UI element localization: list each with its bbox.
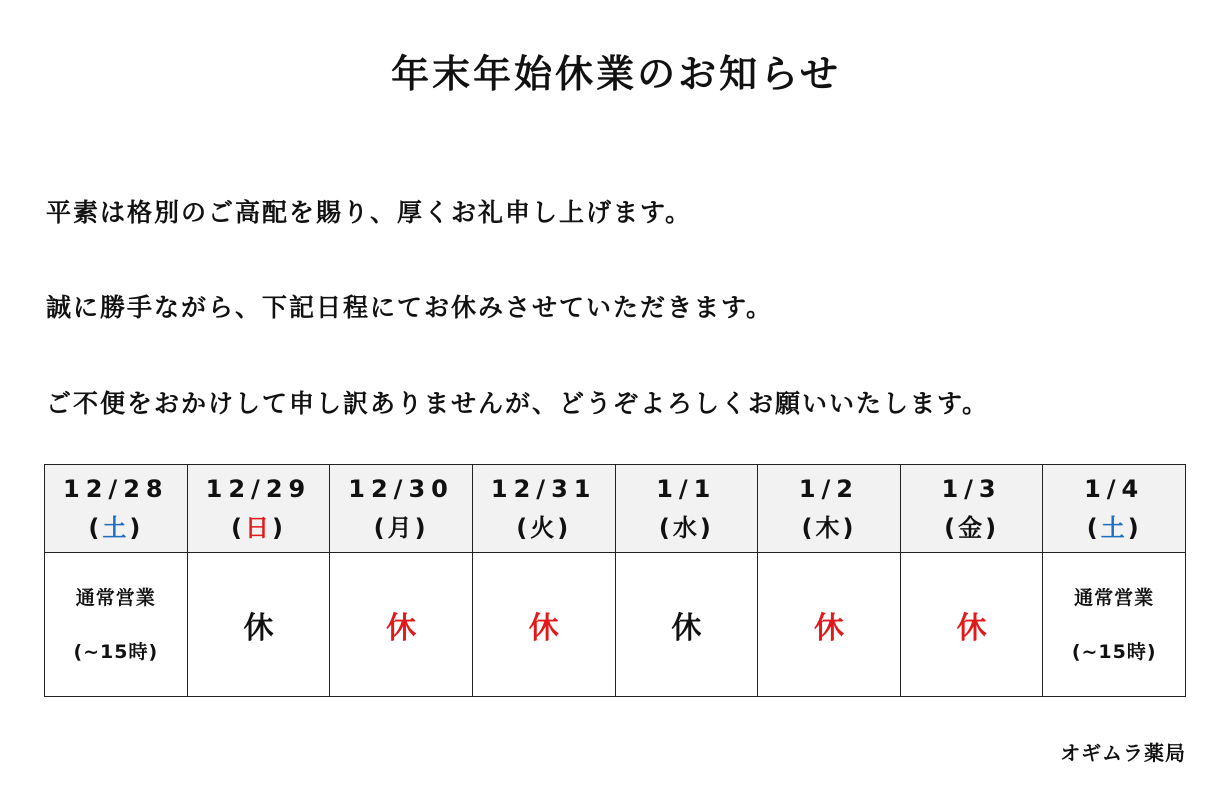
- date-cell: [1043, 465, 1186, 553]
- weekday-close-paren: ): [985, 513, 1000, 542]
- weekday-close-paren: ): [271, 513, 286, 542]
- weekday-label: [1043, 510, 1185, 546]
- weekday-char: 日: [244, 513, 272, 542]
- status-cell: [1043, 553, 1186, 697]
- closed-label: 休: [813, 610, 844, 646]
- date-cell: [472, 465, 615, 553]
- weekday-label: [45, 510, 187, 546]
- status-cell: [900, 553, 1043, 697]
- date-cell: [615, 465, 758, 553]
- weekday-label: [758, 510, 900, 546]
- business-hours-time: (~15時): [1071, 640, 1157, 663]
- closed-label: 休: [243, 610, 274, 646]
- status-cell: [187, 553, 330, 697]
- date-cell: [187, 465, 330, 553]
- weekday-open-paren: (: [88, 513, 103, 542]
- weekday-label: [901, 510, 1043, 546]
- notice-title: 年末年始休業のお知らせ: [391, 52, 841, 96]
- weekday-char: 月: [387, 513, 415, 542]
- date-cell: [758, 465, 901, 553]
- date-label: 12/28: [63, 474, 169, 503]
- weekday-char: 土: [1100, 513, 1128, 542]
- schedule-date-row: [45, 465, 1186, 553]
- status-cell: [472, 553, 615, 697]
- date-cell: [45, 465, 188, 553]
- business-hours-label: 通常営業: [75, 586, 156, 609]
- pharmacy-name: オギムラ薬局: [1060, 741, 1186, 765]
- weekday-close-paren: ): [557, 513, 572, 542]
- closed-label: 休: [671, 610, 702, 646]
- date-cell: [330, 465, 473, 553]
- weekday-close-paren: ): [842, 513, 857, 542]
- closed-label: 休: [956, 610, 987, 646]
- weekday-char: 木: [815, 513, 843, 542]
- weekday-open-paren: (: [1086, 513, 1101, 542]
- closed-label: 休: [528, 610, 559, 646]
- weekday-char: 金: [958, 513, 986, 542]
- date-label: 12/29: [205, 474, 312, 503]
- weekday-close-paren: ): [129, 513, 144, 542]
- apology-paragraph: ご不便をおかけして申し訳ありませんが、どうぞよろしくお願いいたします。: [46, 389, 990, 418]
- weekday-label: [616, 510, 758, 546]
- weekday-close-paren: ): [414, 513, 429, 542]
- status-cell: [330, 553, 473, 697]
- weekday-open-paren: (: [944, 513, 959, 542]
- business-hours-time: (~15時): [73, 640, 159, 663]
- weekday-open-paren: (: [373, 513, 388, 542]
- date-label: 12/31: [490, 474, 597, 503]
- weekday-open-paren: (: [801, 513, 816, 542]
- date-label: 1/3: [941, 474, 1002, 503]
- holiday-schedule-table: [44, 464, 1186, 697]
- status-cell: [758, 553, 901, 697]
- business-hours-label: 通常営業: [1074, 586, 1155, 609]
- weekday-close-paren: ): [1127, 513, 1142, 542]
- weekday-open-paren: (: [230, 513, 245, 542]
- date-label: 12/30: [348, 474, 454, 503]
- status-cell: [45, 553, 188, 697]
- weekday-close-paren: ): [699, 513, 714, 542]
- weekday-label: [330, 510, 472, 546]
- closure-paragraph: 誠に勝手ながら、下記日程にてお休みさせていただきます。: [46, 293, 774, 322]
- date-label: 1/4: [1084, 474, 1145, 503]
- weekday-char: 水: [672, 513, 700, 542]
- weekday-label: [473, 510, 615, 546]
- date-cell: [900, 465, 1043, 553]
- weekday-char: 火: [530, 513, 558, 542]
- date-label: 1/1: [656, 474, 717, 503]
- date-label: 1/2: [798, 474, 860, 503]
- closed-label: 休: [386, 610, 417, 646]
- greeting-paragraph: 平素は格別のご高配を賜り、厚くお礼申し上げます。: [46, 198, 693, 227]
- weekday-label: [188, 510, 330, 546]
- status-cell: [615, 553, 758, 697]
- weekday-open-paren: (: [658, 513, 673, 542]
- weekday-open-paren: (: [516, 513, 531, 542]
- schedule-status-row: [45, 553, 1186, 697]
- weekday-char: 土: [102, 513, 130, 542]
